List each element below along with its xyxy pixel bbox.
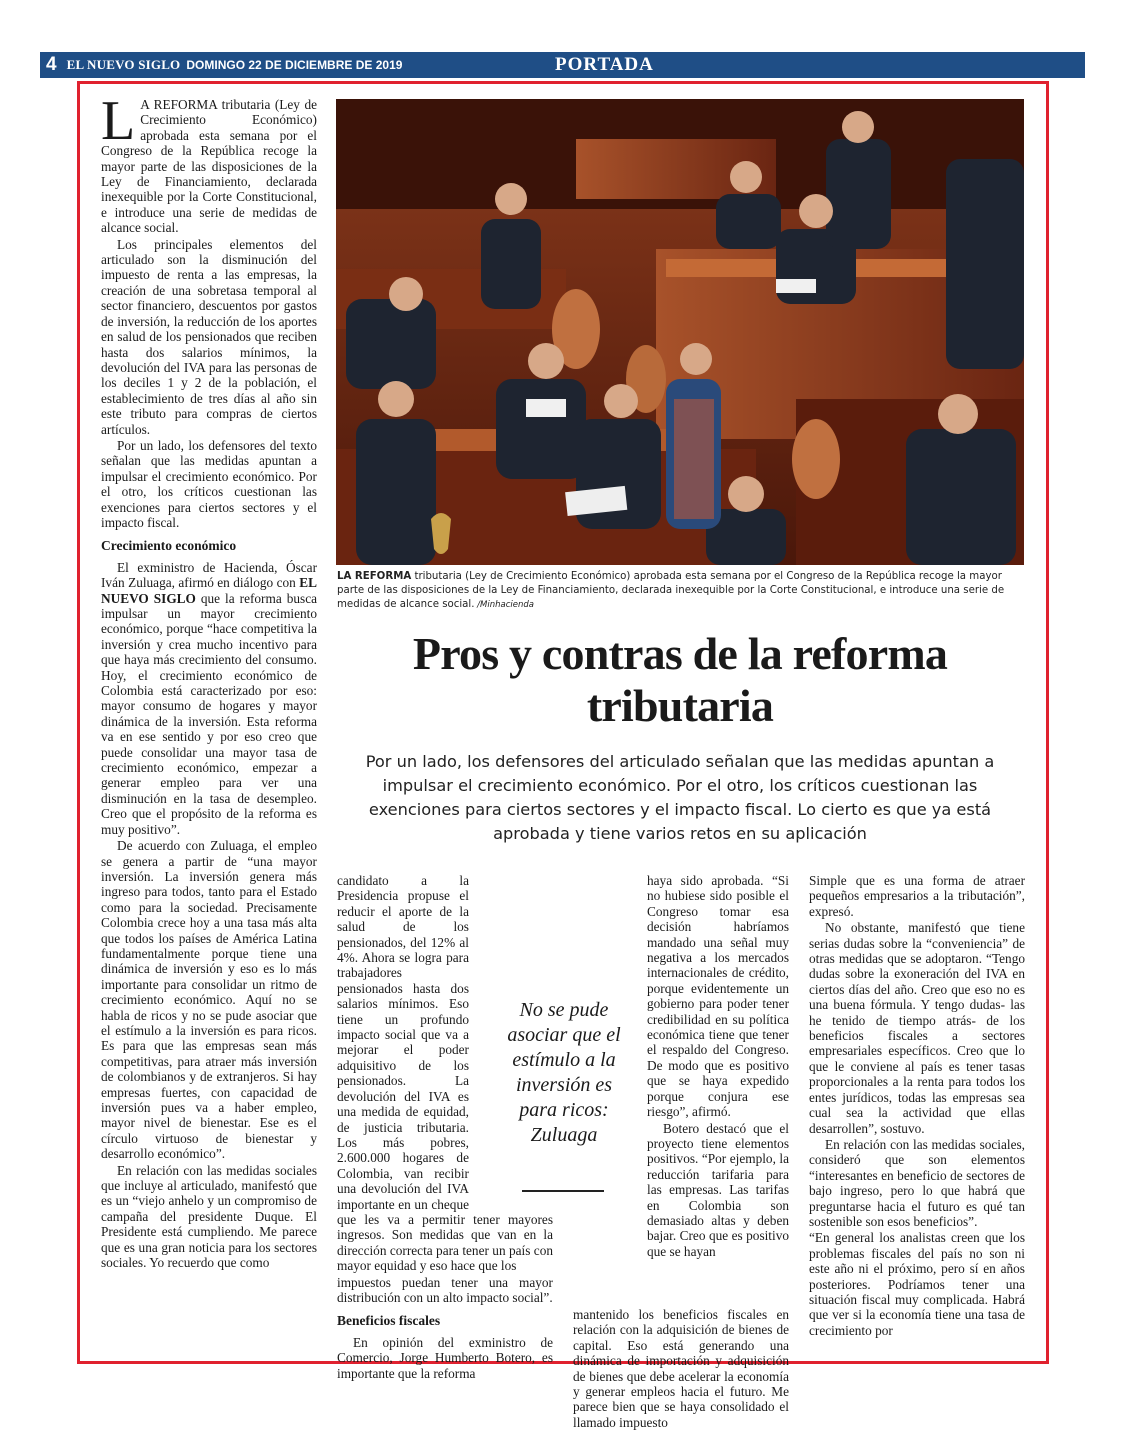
paper-brand-mention: EL NUEVO SIGLO bbox=[101, 575, 317, 606]
paragraph: No obstante, manifestó que tiene serias dudas sobre la “conveniencia” de otras medidas que se adoptaron. “Tengo dudas sobre la exoneración del IVA en ciertos días del año. Creo que eso no es una buena fórmula. Y tengo dudas- las he tenido de tiempo atrás- de los beneficios fiscales a sectores empresariales específicos. Creo que lo que le conviene al país es tener tasas proporcionales a la renta para todos los entes jurídicos, todas las empresas sea cual sea la actividad que ellas desarrollen”, sostuvo. bbox=[809, 920, 1025, 1136]
photo-caption bbox=[337, 570, 1027, 612]
article-subhead: Por un lado, los defensores del articulado señalan que las medidas apuntan a impulsar el crecimiento económico. Por el otro, los críticos cuestionan las exenciones para ciertos sectores y el impacto fiscal. Lo cierto es que ya está aprobada y tiene varios retos en su aplicación bbox=[365, 752, 995, 843]
page-number: 4 bbox=[46, 54, 57, 75]
paragraph: En relación con las medidas sociales, consideró que son elementos “interesantes en beneficio de sectores de bajo ingreso, pero lo que habrá que preguntarse hacia el futuro es qué tan sostenible son esos beneficios”. bbox=[809, 1136, 1025, 1229]
paper-name: EL NUEVO SIGLO bbox=[66, 57, 181, 72]
drop-cap: L bbox=[101, 90, 136, 152]
paragraph: En relación con las medidas sociales que incluye al articulado, manifestó que es un “viejo anhelo y un compromiso de campaña del presidente Duque. El Presidente está cumpliendo. Me parece que es una gran noticia para los sectores sociales. Yo recuerdo que como bbox=[101, 1162, 317, 1271]
paragraph: De acuerdo con Zuluaga, el empleo se genera a partir de “una mayor inversión. La inversión genera más ingreso para todos, tanto para el Estado como para la sociedad. Precisamente Colombia crece hoy a una tasa más alta que todos los países de América Latina fundamentalmente porque tiene una dinámica de inversión y eso es lo más importante para consolidar un ritmo de crecimiento económico. Aquí no se habla de ricos y no se pude asociar que el estímulo a la inversión es para ricos. Es para que las empresas sean más competitivas, para atraer más inversión de colombianos y de extranjeros. Si hay empresas fuertes, con capacidad de inversión pues va a haber empleo, mayor nivel de bienestar. Ese es el círculo virtuoso de bienestar y desarrollo económico”. bbox=[101, 838, 317, 1162]
pull-quote: No se pude asociar que el estímulo a la inversión es para ricos: Zuluaga bbox=[507, 999, 621, 1146]
paragraph: impuestos puedan tener una mayor distribución con un alto impacto social”. bbox=[337, 1274, 553, 1305]
paragraph: Simple que es una forma de atraer pequeños empresarios a la tributación”, expresó. bbox=[809, 873, 1025, 919]
section-heading: Crecimiento económico bbox=[101, 538, 237, 554]
lead-paragraph: L A REFORMA tributaria (Ley de Crecimiento Económico) aprobada esta semana por el Congreso de la República recoge la mayor parte de las disposiciones de la Ley de Financiamiento, declarada inexequible por la Corte Constitucional, e introduce una serie de medidas de alcance social. bbox=[101, 90, 317, 236]
paragraph: El exministro de Hacienda, Óscar Iván Zuluaga, afirmó en diálogo con EL NUEVO SIGLO que la reforma busca impulsar un mayor crecimiento económico, porque “hace competitiva la inversión y crea mucho incentivo para que haya más crecimiento del consumo. Hoy, el crecimiento económico de Colombia está caracterizado por eso: mayor consumo de hogares y mayor dinámica de la inversión. Esta reforma va en ese sentido y por eso creo que puede consolidar una mayor tasa de crecimiento económico, empezar a generar empleo para ver una disminución en la tasa de desempleo. Creo que el propósito de la reforma es muy positivo”. bbox=[101, 559, 317, 837]
paragraph: mantenido los beneficios fiscales en relación con la adquisición de bienes de capital. Eso está generando una dinámica de importación y adquisición de bienes que debe acelerar la economía y generar empleos hacia el futuro. Me parece bien que se haya consolidado el llamado impuesto bbox=[573, 1307, 789, 1430]
pull-quote-rule bbox=[522, 1190, 604, 1192]
paragraph: Por un lado, los defensores del texto señalan que las medidas apuntan a impulsar el crecimiento económico. Por el otro, los críticos cuestionan las exenciones para ciertos sectores y el impacto fiscal. bbox=[101, 437, 317, 530]
paragraph: candidato a la Presidencia propuse el reducir el aporte de la salud de los pensionados, del 12% al 4%. Ahora se logra para trabajadores pensionados hasta dos salarios mínimos. Eso tiene un profundo impacto social que va a mejorar el poder adquisitivo de los pensionados. La devolución del IVA es una medida de equidad, de justicia tributaria. Los más pobres, 2.600.000 hogares de Colombia, van recibir una devolución del IVA importante en un cheque que les va a permitir tener mayores ingresos. Son medidas que van en la dirección correcta para tener un país con mayor equidad y eso hace que los bbox=[337, 873, 553, 1274]
caption-text: tributaria (Ley de Crecimiento Económico) aprobada esta semana por el Congreso de la República recoge la mayor parte de las disposiciones de la Ley de Financiamiento, declarada inexequible por la Corte Constitucional, e introduce una serie de medidas de alcance social. bbox=[337, 571, 1005, 610]
article-headline: Pros y contras de la reforma tributaria bbox=[412, 628, 948, 731]
coat-of-arms-icon bbox=[431, 513, 451, 554]
paragraph: “En general los analistas creen que los problemas fiscales del país no son ni este año ni el próximo, pero sí en años posteriores. Podríamos tener una situación fiscal muy complicada. Habrá que ver si la economía tiene una tasa de crecimiento por bbox=[809, 1230, 1025, 1338]
congress-photo bbox=[336, 99, 1024, 565]
section-label: PORTADA bbox=[555, 54, 654, 75]
caption-lead: LA REFORMA bbox=[337, 571, 412, 582]
paragraph: Botero destacó que el proyecto tiene elementos positivos. “Por ejemplo, la reducción tarifaria para las empresas. Las tarifas en Colombia son demasiado altas y deben bajar. Creo que es positivo que se hayan bbox=[647, 1120, 789, 1259]
paragraph: Los principales elementos del articulado son la disminución del impuesto de renta a las empresas, la creación de una sobretasa temporal al sector financiero, descuentos por gastos de inversión, la reducción de los aportes en salud de los pensionados que reciben hasta dos salarios mínimos, la devolución del IVA para las personas de los deciles 1 y 2 de la población, el establecimiento de tres días al año sin este tributo para compras de ciertos artículos. bbox=[101, 236, 317, 437]
paragraph: haya sido aprobada. “Si no hubiese sido posible el Congreso tomar esa decisión habríamos mandado una señal muy negativa a los mercados internacionales de crédito, porque evidentemente un gobierno para poder tener credibilidad en su política económica tiene que tener el respaldo del Congreso. De modo que es positivo que se haya expedido porque conjura ese riesgo”, afirmó. bbox=[647, 873, 789, 1120]
paragraph: En opinión del exministro de Comercio, Jorge Humberto Botero, es importante que la reforma bbox=[337, 1334, 553, 1381]
issue-date: DOMINGO 22 DE DICIEMBRE DE 2019 bbox=[186, 58, 403, 72]
section-heading: Beneficios fiscales bbox=[337, 1313, 441, 1329]
page-header bbox=[40, 52, 1085, 78]
article-column-4 bbox=[809, 873, 1025, 1343]
article-column-1 bbox=[101, 90, 317, 1342]
photo-credit: /Minhacienda bbox=[474, 600, 534, 610]
